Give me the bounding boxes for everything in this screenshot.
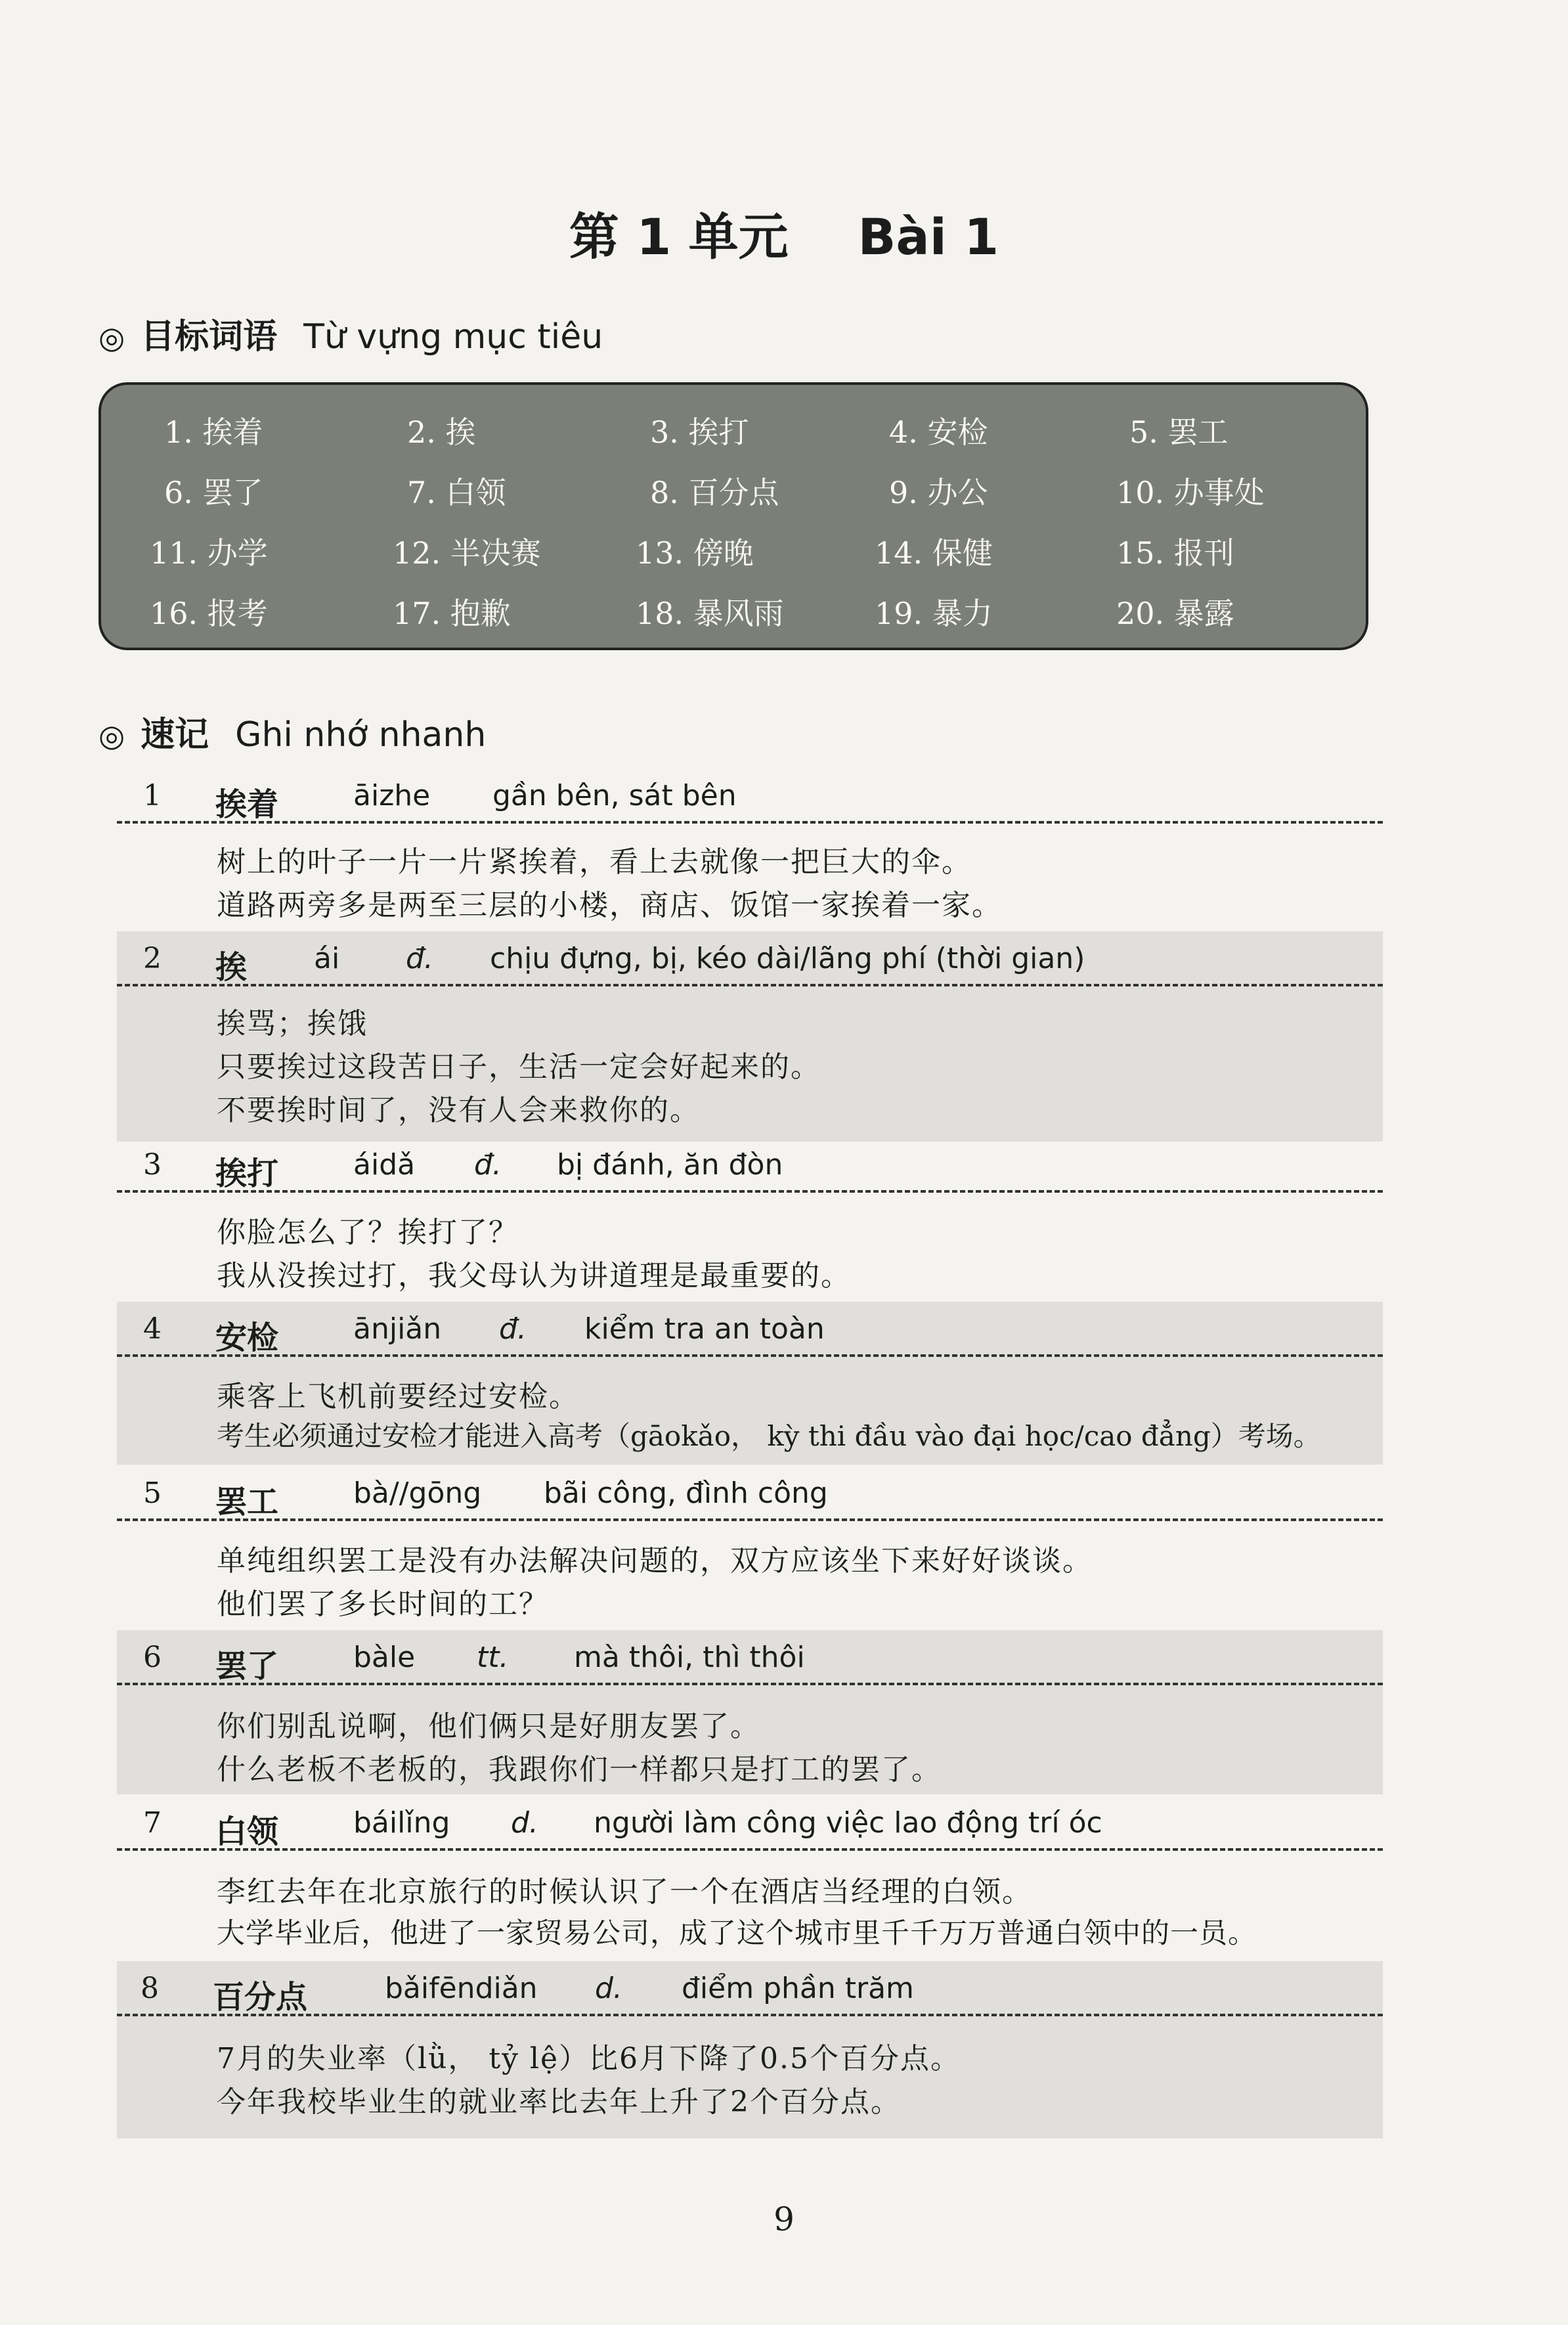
entry-number: 6 xyxy=(143,1641,162,1674)
entry-word: 白领 xyxy=(215,1813,279,1850)
vocab-item: 17. 抱歉 xyxy=(393,596,511,631)
entry-number: 5 xyxy=(143,1476,162,1510)
entry-pinyin: bà//gōng xyxy=(353,1476,482,1510)
example-sentence: 不要挨时间了，没有人会来救你的。 xyxy=(217,1094,700,1127)
example-sentence: 李红去年在北京旅行的时候认识了一个在酒店当经理的白领。 xyxy=(217,1875,1032,1909)
vocab-item: 12. 半决赛 xyxy=(393,535,541,571)
entry-meaning: điểm phần trăm xyxy=(682,1972,914,2005)
section-heading-target-vocab: ◎ 目标词语 Từ vựng mục tiêu xyxy=(98,317,603,357)
entry-word: 挨着 xyxy=(215,786,279,823)
vocab-item: 20. 暴露 xyxy=(1116,596,1234,631)
entry-pinyin: báilǐng xyxy=(353,1806,450,1840)
entry-pinyin: áidǎ xyxy=(353,1148,416,1182)
entry-pinyin: bàle xyxy=(353,1641,416,1674)
entry-header xyxy=(117,1138,1383,1193)
entry-pinyin: bǎifēndiǎn xyxy=(385,1972,538,2005)
example-sentence: 什么老板不老板的，我跟你们一样都只是打工的罢了。 xyxy=(217,1753,942,1786)
example-sentence: 道路两旁多是两至三层的小楼，商店、饭馆一家挨着一家。 xyxy=(217,889,1002,922)
vocab-item: 14. 保健 xyxy=(875,535,993,571)
entry-meaning: gần bên, sát bên xyxy=(492,779,737,812)
entry-meaning: chịu đựng, bị, kéo dài/lãng phí (thời gian) xyxy=(490,942,1085,975)
vocab-item: 19. 暴力 xyxy=(875,596,993,631)
entry-part-of-speech: đ. xyxy=(499,1312,527,1346)
vocab-entry xyxy=(117,1466,1383,1630)
vocab-item: 7. 白领 xyxy=(407,475,506,510)
vocab-entry xyxy=(117,931,1383,1141)
example-sentence: 只要挨过这段苦日子，生活一定会好起来的。 xyxy=(217,1050,821,1084)
example-sentence: 挨骂；挨饿 xyxy=(217,1007,368,1040)
entry-header xyxy=(117,1796,1383,1851)
vocab-entry xyxy=(117,1138,1383,1302)
double-circle-icon: ◎ xyxy=(98,320,125,355)
entry-word: 挨 xyxy=(215,949,248,986)
entry-word: 罢工 xyxy=(215,1484,279,1520)
entry-word: 挨打 xyxy=(215,1155,279,1192)
entry-number: 4 xyxy=(143,1312,162,1346)
entry-header xyxy=(117,768,1383,824)
entry-pinyin: ānjiǎn xyxy=(353,1312,442,1346)
entry-number: 2 xyxy=(143,942,162,975)
entry-meaning: người làm công việc lao động trí óc xyxy=(594,1806,1102,1840)
section-heading-quick-notes: ◎ 速记 Ghi nhớ nhanh xyxy=(98,715,487,755)
entry-header xyxy=(117,1630,1383,1685)
example-sentence: 考生必须通过安检才能进入高考（gāokǎo， kỳ thi đầu vào đại học/cao đẳng）考场。 xyxy=(217,1420,1321,1452)
entry-word: 安检 xyxy=(215,1319,279,1356)
entry-part-of-speech: đ. xyxy=(474,1148,502,1182)
entry-header xyxy=(117,1466,1383,1521)
entry-part-of-speech: d. xyxy=(595,1972,622,2005)
vocab-item: 8. 百分点 xyxy=(650,475,779,510)
example-sentence: 今年我校毕业生的就业率比去年上升了2个百分点。 xyxy=(217,2085,901,2119)
vocab-item: 10. 办事处 xyxy=(1116,475,1265,510)
vocab-item: 9. 办公 xyxy=(889,475,988,510)
entry-part-of-speech: d. xyxy=(511,1806,538,1840)
vocab-item: 3. 挨打 xyxy=(650,414,749,450)
entry-part-of-speech: tt. xyxy=(477,1641,509,1674)
example-sentence: 我从没挨过打，我父母认为讲道理是最重要的。 xyxy=(217,1259,851,1293)
vocab-entry xyxy=(117,1961,1383,2138)
example-sentence: 你们别乱说啊，他们俩只是好朋友罢了。 xyxy=(217,1710,760,1743)
example-sentence: 7月的失业率（lǜ， tỷ lệ）比6月下降了0.5个百分点。 xyxy=(217,2042,961,2075)
entry-word: 罢了 xyxy=(215,1648,279,1685)
entry-header xyxy=(117,1961,1383,2016)
entry-number: 8 xyxy=(141,1972,159,2005)
entry-number: 3 xyxy=(143,1148,162,1182)
vocab-item: 5. 罢工 xyxy=(1129,414,1229,450)
vocab-item: 18. 暴风雨 xyxy=(636,596,784,631)
vocab-item: 16. 报考 xyxy=(150,596,268,631)
entry-meaning: kiểm tra an toàn xyxy=(584,1312,825,1346)
example-sentence: 树上的叶子一片一片紧挨着，看上去就像一把巨大的伞。 xyxy=(217,845,972,879)
entry-pinyin: ái xyxy=(314,942,340,975)
vocab-item: 2. 挨 xyxy=(407,414,476,450)
entry-pinyin: āizhe xyxy=(353,779,431,812)
vocab-entry xyxy=(117,768,1383,927)
vocab-entry xyxy=(117,1796,1383,1960)
vocab-item: 13. 傍晚 xyxy=(636,535,754,571)
entry-number: 1 xyxy=(143,779,162,812)
page-number: 9 xyxy=(773,2200,795,2238)
vocab-entry xyxy=(117,1302,1383,1465)
entry-meaning: bãi công, đình công xyxy=(544,1476,828,1510)
vocab-box xyxy=(98,382,1368,650)
entry-header xyxy=(117,1302,1383,1357)
entry-meaning: bị đánh, ăn đòn xyxy=(557,1148,783,1182)
vocab-item: 6. 罢了 xyxy=(164,475,263,510)
example-sentence: 他们罢了多长时间的工？ xyxy=(217,1587,549,1621)
vocab-item: 15. 报刊 xyxy=(1116,535,1234,571)
entry-number: 7 xyxy=(143,1806,162,1840)
vocab-item: 1. 挨着 xyxy=(164,414,263,450)
entry-part-of-speech: đ. xyxy=(406,942,433,975)
example-sentence: 你脸怎么了？挨打了？ xyxy=(217,1216,519,1249)
vocab-item: 11. 办学 xyxy=(150,535,268,571)
entry-header xyxy=(117,931,1383,986)
vocab-item: 4. 安检 xyxy=(889,414,988,450)
entry-word: 百分点 xyxy=(213,1979,308,2016)
page-title: 第 1 单元 Bài 1 xyxy=(569,208,999,266)
vocab-entry xyxy=(117,1630,1383,1794)
example-sentence: 大学毕业后，他进了一家贸易公司，成了这个城市里千千万万普通白领中的一员。 xyxy=(217,1917,1257,1950)
example-sentence: 单纯组织罢工是没有办法解决问题的，双方应该坐下来好好谈谈。 xyxy=(217,1544,1093,1578)
example-sentence: 乘客上飞机前要经过安检。 xyxy=(217,1380,579,1413)
entry-meaning: mà thôi, thì thôi xyxy=(574,1641,805,1674)
double-circle-icon: ◎ xyxy=(98,718,125,753)
